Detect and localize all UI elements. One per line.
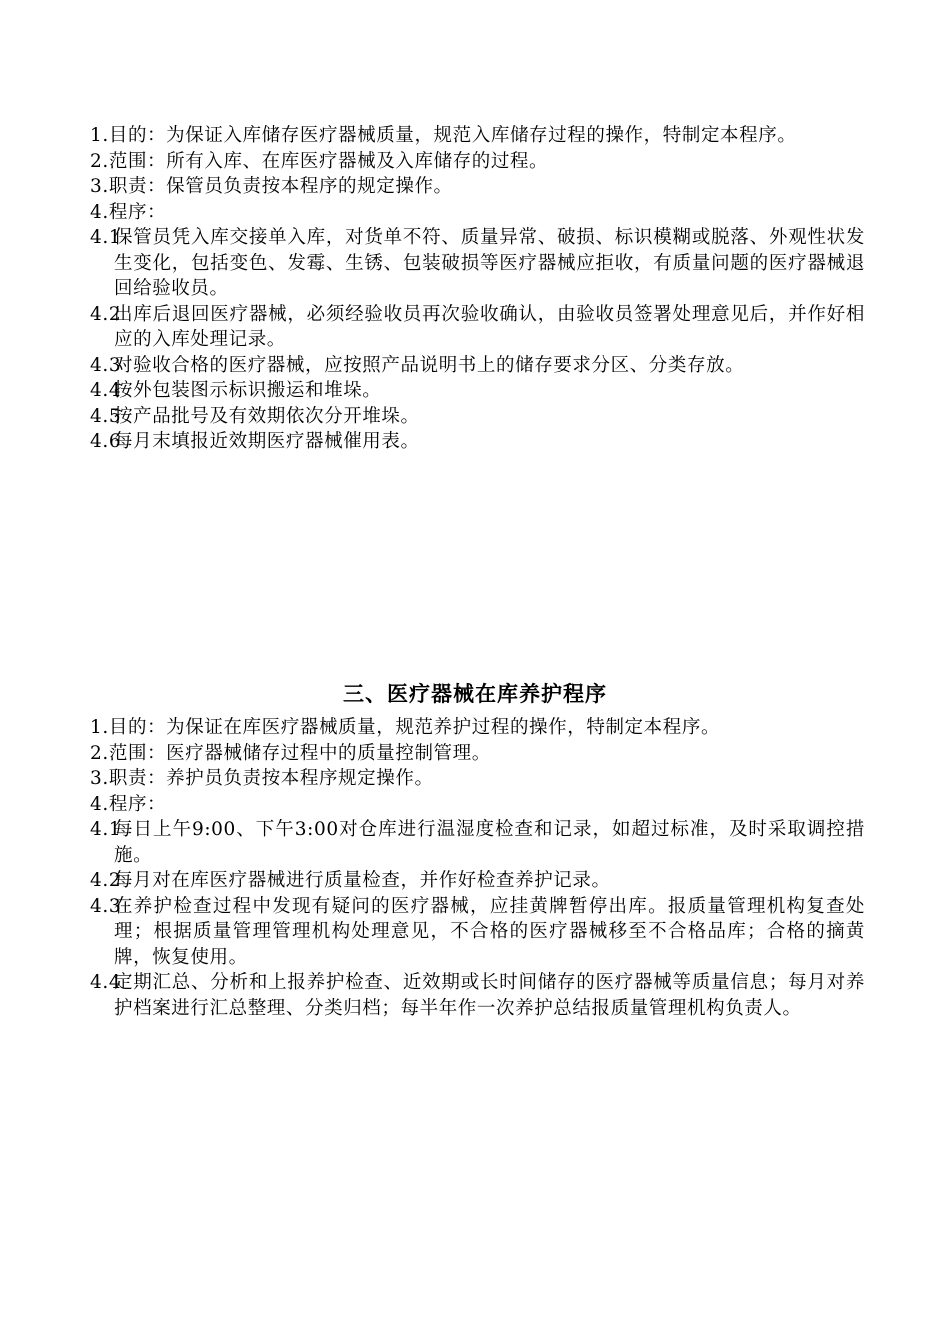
item-number: 4. bbox=[90, 793, 109, 815]
list-item bbox=[90, 766, 865, 792]
item-text: 按产品批号及有效期依次分开堆垛。 bbox=[114, 405, 420, 427]
item-number: 4.4 bbox=[90, 972, 122, 993]
list-item bbox=[90, 200, 865, 226]
item-number: 2. bbox=[90, 742, 109, 764]
list-item bbox=[90, 404, 865, 430]
item-text: 范围：医疗器械储存过程中的质量控制管理。 bbox=[108, 742, 491, 764]
list-item bbox=[90, 353, 865, 379]
item-text: 程序： bbox=[108, 793, 167, 815]
item-text: 按外包装图示标识搬运和堆垛。 bbox=[114, 380, 382, 401]
list-item bbox=[90, 225, 865, 302]
item-number: 4. bbox=[90, 201, 109, 223]
item-text: 目的：为保证入库储存医疗器械质量，规范入库储存过程的操作，特制定本程序。 bbox=[108, 125, 797, 146]
list-item bbox=[90, 894, 865, 971]
list-item bbox=[90, 868, 865, 894]
item-text: 范围：所有入库、在库医疗器械及入库储存的过程。 bbox=[108, 150, 549, 172]
item-text: 定期汇总、分析和上报养护检查、近效期或长时间储存的医疗器械等质量信息；每月对养护档案进行汇总整理、分类归档；每半年作一次养护总结报质量管理机构负责人。 bbox=[114, 972, 865, 1019]
item-text: 对验收合格的医疗器械，应按照产品说明书上的储存要求分区、分类存放。 bbox=[114, 354, 745, 376]
item-text: 保管员凭入库交接单入库，对货单不符、质量异常、破损、标识模糊或脱落、外观性状发生变化，包括变色、发霉、生锈、包装破损等医疗器械应拒收，有质量问题的医疗器械退回给验收员。 bbox=[114, 227, 865, 299]
list-item bbox=[90, 792, 865, 818]
item-text: 每日上午9:00、下午3:00对仓库进行温湿度检查和记录，如超过标准，及时采取调控措施。 bbox=[114, 819, 865, 866]
maintenance-procedure-list bbox=[90, 715, 865, 1021]
item-number: 3. bbox=[90, 176, 109, 197]
item-number: 2. bbox=[90, 150, 109, 172]
warehousing-procedure-list bbox=[90, 123, 865, 455]
list-item bbox=[90, 302, 865, 353]
item-text: 每月末填报近效期医疗器械催用表。 bbox=[114, 431, 420, 452]
item-text: 在养护检查过程中发现有疑问的医疗器械，应挂黄牌暂停出库。报质量管理机构复查处理；根据质量管理管理机构处理意见，不合格的医疗器械移至不合格品库；合格的摘黄牌，恢复使用。 bbox=[114, 895, 865, 968]
item-number: 1. bbox=[90, 717, 109, 738]
item-text: 出库后退回医疗器械，必须经验收员再次验收确认，由验收员签署处理意见后，并作好相应的入库处理记录。 bbox=[114, 303, 865, 350]
item-number: 4.1 bbox=[90, 819, 122, 840]
item-text: 每月对在库医疗器械进行质量检查，并作好检查养护记录。 bbox=[114, 870, 611, 891]
item-number: 4.4 bbox=[90, 380, 122, 401]
item-number: 4.2 bbox=[90, 303, 122, 325]
item-number: 4.1 bbox=[90, 227, 122, 248]
list-item bbox=[90, 970, 865, 1021]
item-text: 职责：保管员负责按本程序的规定操作。 bbox=[108, 176, 453, 197]
item-number: 4.6 bbox=[90, 431, 122, 452]
item-number: 4.5 bbox=[90, 405, 122, 427]
list-item bbox=[90, 715, 865, 741]
list-item bbox=[90, 378, 865, 404]
item-number: 4.3 bbox=[90, 895, 122, 917]
list-item bbox=[90, 149, 865, 175]
list-item bbox=[90, 429, 865, 455]
item-text: 职责：养护员负责按本程序规定操作。 bbox=[108, 768, 434, 789]
item-number: 4.3 bbox=[90, 354, 122, 376]
item-number: 4.2 bbox=[90, 870, 122, 891]
item-text: 程序： bbox=[108, 201, 167, 223]
list-item bbox=[90, 817, 865, 868]
list-item bbox=[90, 123, 865, 149]
list-item bbox=[90, 174, 865, 200]
item-text: 目的：为保证在库医疗器械质量，规范养护过程的操作，特制定本程序。 bbox=[108, 717, 721, 738]
list-item bbox=[90, 741, 865, 767]
item-number: 3. bbox=[90, 768, 109, 789]
item-number: 1. bbox=[90, 125, 109, 146]
section-heading: 三、医疗器械在库养护程序 bbox=[343, 682, 607, 706]
